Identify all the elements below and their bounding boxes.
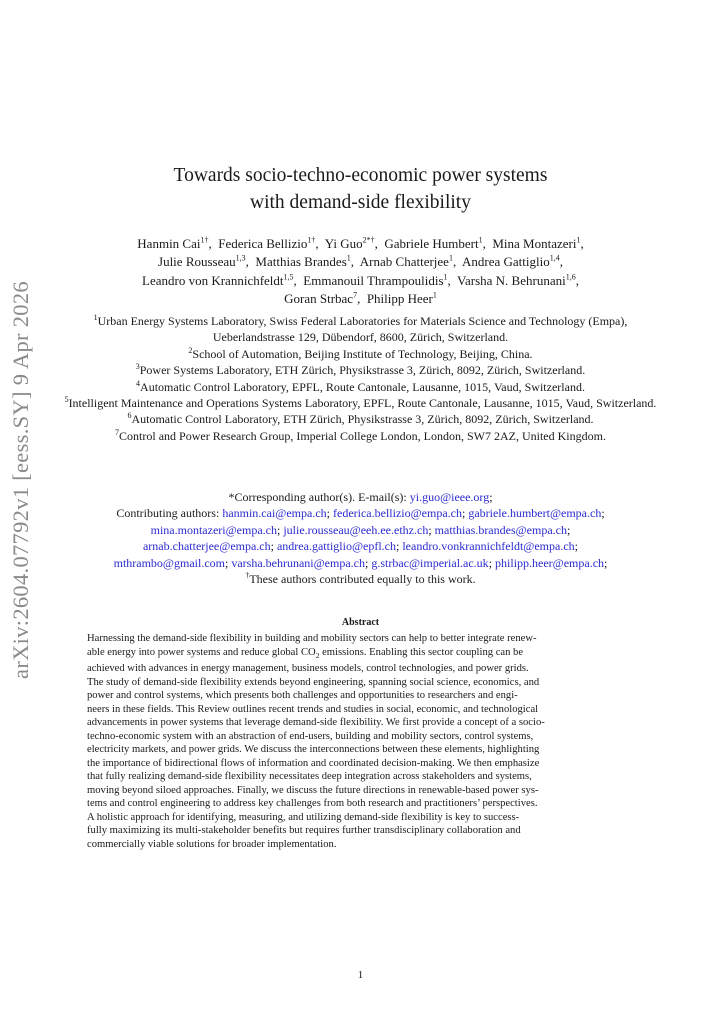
title-line-1: Towards socio-techno-economic power systems bbox=[173, 165, 548, 186]
email-link[interactable]: matthias.brandes@empa.ch bbox=[434, 522, 567, 537]
author: Goran Strbac$^7$, bbox=[284, 290, 364, 306]
author: Yi Guo$^{2*\dagger}$, bbox=[324, 235, 382, 251]
email-link[interactable]: hanmin.cai@empa.ch bbox=[222, 506, 327, 521]
author: Hanmin Cai$^{1\dagger}$, bbox=[137, 235, 215, 251]
author: Philipp Heer$^1$ bbox=[366, 290, 437, 306]
abstract-body bbox=[87, 632, 636, 851]
abstract-line: moving beyond siloed approaches. Finally, we discuss the future directions in renewable-based power sys- bbox=[87, 784, 539, 796]
abstract-line: achieved with advances in energy management, business models, control technologies, and power grids. bbox=[87, 663, 529, 675]
email-link[interactable]: philipp.heer@empa.ch bbox=[495, 555, 605, 570]
author-list bbox=[60, 235, 661, 308]
author: Julie Rousseau$^{1,3}$, bbox=[158, 253, 253, 270]
email-link[interactable]: yi.guo@ieee.org bbox=[409, 490, 490, 504]
author: Varsha N. Behrunani$^{1,6}$, bbox=[457, 272, 579, 288]
arxiv-identifier: arXiv:2604.07792v1 [eess.SY] 9 Apr 2026 bbox=[8, 281, 33, 679]
affiliation: $^1$Urban Energy Systems Laboratory, Swiss Federal Laboratories for Materials Science and Technology (Empa), Ueberlandstrasse 129, Dübendorf, 8600, Zürich, Switzerland. bbox=[93, 313, 628, 345]
abstract-line: commercially viable solutions for broader implementation. bbox=[87, 838, 337, 850]
abstract-line: Harnessing the demand-side flexibility in building and mobility sectors can help to better integrate renew- bbox=[87, 633, 537, 644]
author: Leandro von Krannichfeldt$^{1,5}$, bbox=[142, 272, 301, 288]
affiliation: $^5$Intelligent Maintenance and Operations Systems Laboratory, EPFL, Route Cantonale, Lausanne, 1015, Vaud, Switzerland. bbox=[64, 395, 657, 411]
email-link[interactable]: varsha.behrunani@empa.ch bbox=[231, 555, 365, 570]
email-link[interactable]: leandro.vonkrannichfeldt@empa.ch bbox=[402, 539, 575, 554]
abstract-line: The study of demand-side flexibility extends beyond engineering, spanning social science, economics, and bbox=[87, 676, 540, 688]
email-link[interactable]: gabriele.humbert@empa.ch bbox=[468, 506, 602, 521]
email-link[interactable]: mthrambo@gmail.com bbox=[113, 555, 225, 570]
author: Federica Bellizio$^{1\dagger}$, bbox=[218, 235, 322, 251]
email-link[interactable]: julie.rousseau@eeh.ee.ethz.ch bbox=[283, 522, 429, 537]
author: Mina Montazeri$^1$, bbox=[492, 235, 584, 251]
email-link[interactable]: andrea.gattiglio@epfl.ch bbox=[276, 539, 396, 554]
affiliation-list bbox=[55, 313, 666, 444]
affiliation: $^2$School of Automation, Beijing Institute of Technology, Beijing, China. bbox=[188, 345, 533, 361]
email-link[interactable]: arnab.chatterjee@empa.ch bbox=[142, 539, 271, 554]
affiliation: $^7$Control and Power Research Group, Imperial College London, London, SW7 2AZ, United Kingdom. bbox=[115, 427, 606, 443]
equal-contribution-note: †These authors contributed equally to this work. bbox=[245, 571, 476, 587]
email-link[interactable]: g.strbac@imperial.ac.uk bbox=[371, 555, 489, 570]
author: Andrea Gattiglio$^{1,4}$, bbox=[462, 253, 563, 270]
abstract-line: able energy into power systems and reduce global $CO_2$ emissions. Enabling this sector coupling can be bbox=[87, 646, 524, 660]
abstract-line: A holistic approach for identifying, measuring, and utilizing demand-side flexibility is key to success- bbox=[87, 811, 520, 823]
affiliation: $^6$Automatic Control Laboratory, ETH Zürich, Physikstrasse 3, Zürich, 8092, Zürich, Switzerland. bbox=[127, 411, 594, 427]
abstract-line: advancements in power systems that leverage demand-side flexibility. We first provide a concept of a socio- bbox=[87, 717, 545, 729]
abstract-line: electricity markets, and power grids. We discuss the interconnections between these elements, highlighting bbox=[87, 744, 540, 756]
contact-block: *Corresponding author(s). E-mail(s): yi.guo@ieee.org; Contributing authors: hanmin.cai@empa.ch; federica.bellizio@empa.ch; gabriele.humbert@empa.ch; mina.montazeri@empa.ch; julie.rousseau@eeh.ee.ethz.ch; matthias.brandes@empa.ch; arnab.chatterjee@empa.ch; andrea.gattiglio@epfl.ch; leandro.vonkrannichfeldt@empa.ch; mthrambo@gmail.com; varsha.behrunani@empa.ch; g.strbac@imperial.ac.uk; philipp.heer@empa.ch; †These authors contributed equally to this work. bbox=[55, 489, 666, 587]
affiliation: $^3$Power Systems Laboratory, ETH Zürich, Physikstrasse 3, Zürich, 8092, Zürich, Switzerland. bbox=[135, 362, 586, 378]
abstract-line: power and control systems, which presents both challenges and opportunities to researchers and engi- bbox=[87, 690, 518, 702]
abstract-line: techno-economic system with an abstraction of end-users, building and mobility sectors, control systems, bbox=[87, 730, 534, 742]
author: Arnab Chatterjee$^1$, bbox=[359, 253, 460, 270]
page-number: 1 bbox=[357, 969, 364, 981]
abstract-line: that fully realizing demand-side flexibility necessitates deep integration across stakeholders and systems, bbox=[87, 771, 532, 783]
abstract-line: neers in these fields. This Review outlines recent trends and studies in social, economic, and technological bbox=[87, 703, 539, 715]
email-link[interactable]: federica.bellizio@empa.ch bbox=[333, 506, 462, 521]
email-link[interactable]: mina.montazeri@empa.ch bbox=[150, 522, 277, 537]
abstract-line: tems and control engineering to address key challenges from both research and practitioners’ perspectives. bbox=[87, 798, 538, 810]
abstract-heading: Abstract bbox=[341, 617, 380, 628]
corresponding-label: *Corresponding author(s). E-mail(s): bbox=[228, 490, 407, 504]
abstract-line: the importance of bidirectional flows of information and coordinated decision-making. We then emphasize bbox=[87, 757, 540, 769]
affiliation: $^4$Automatic Control Laboratory, EPFL, Route Cantonale, Lausanne, 1015, Vaud, Switzerland. bbox=[136, 378, 585, 394]
author: Matthias Brandes$^1$, bbox=[255, 253, 358, 270]
paper-title bbox=[0, 162, 721, 216]
title-line-2: with demand-side flexibility bbox=[250, 192, 471, 213]
contributing-label: Contributing authors: bbox=[116, 506, 220, 521]
author: Gabriele Humbert$^1$, bbox=[384, 235, 490, 251]
author: Emmanouil Thrampoulidis$^1$, bbox=[303, 272, 455, 288]
abstract-line: fully maximizing its multi-stakeholder benefits but requires further transdisciplinary collaboration and bbox=[87, 825, 521, 837]
